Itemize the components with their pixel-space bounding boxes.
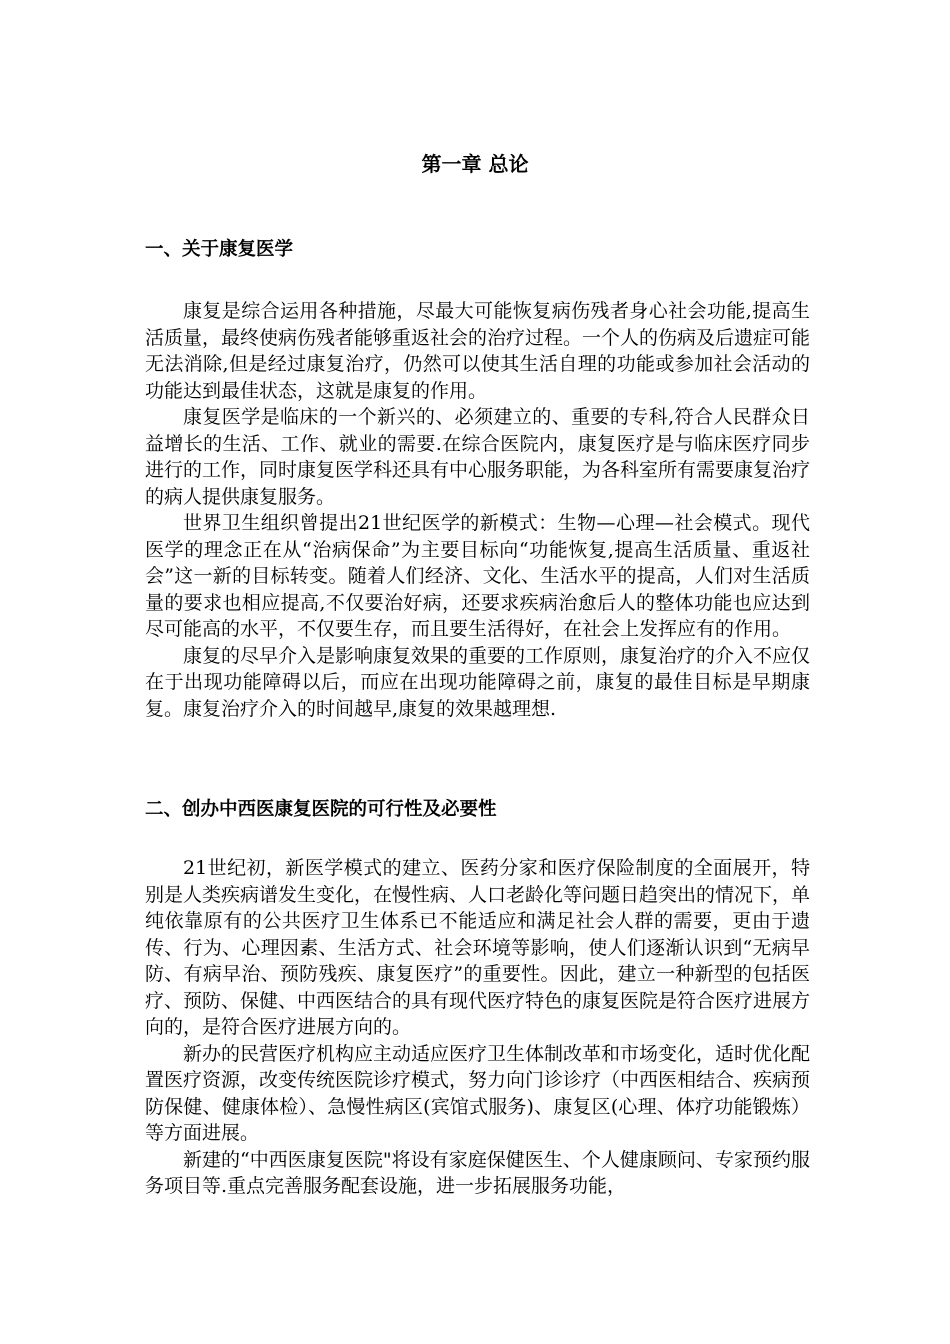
paragraph: 康复的尽早介入是影响康复效果的重要的工作原则，康复治疗的介入不应仅在于出现功能障碍以后，而应在出现功能障碍之前，康复的最佳目标是早期康复。康复治疗介入的时间越早,康复的效果越理想. [145, 644, 811, 720]
chapter-title: 第一章 总论 [421, 152, 529, 176]
paragraph: 康复是综合运用各种措施，尽最大可能恢复病伤残者身心社会功能,提高生活质量，最终使病伤残者能够重返社会的治疗过程。一个人的伤病及后遗症可能无法消除,但是经过康复治疗，仍然可以使其生活自理的功能或参加社会活动的功能达到最佳状态，这就是康复的作用。 [145, 300, 811, 402]
section-body-rehabilitation-medicine [145, 298, 810, 722]
paragraph: 21世纪初，新医学模式的建立、医药分家和医疗保险制度的全面展开，特别是人类疾病谱发生变化，在慢性病、人口老龄化等问题日趋突出的情况下，单纯依靠原有的公共医疗卫生体系已不能适应和满足社会人群的需要，更由于遗传、行为、心理因素、生活方式、社会环境等影响，使人们逐渐认识到“无病早防、有病早治、预防残疾、康复医疗”的重要性。因此，建立一种新型的包括医疗、预防、保健、中西医结合的具有现代医疗特色的康复医院是符合医疗进展方向的，是符合医疗进展方向的。 [145, 857, 811, 1038]
section-body-feasibility [145, 855, 810, 1200]
paragraph: 世界卫生组织曾提出21世纪医学的新模式：生物—心理—社会模式。现代医学的理念正在从“治病保命”为主要目标向“功能恢复,提高生活质量、重返社会”这一新的目标转变。随着人们经济、文化、生活水平的提高，人们对生活质量的要求也相应提高,不仅要治好病，还要求疾病治愈后人的整体功能也应达到尽可能高的水平，不仅要生存，而且要生活得好，在社会上发挥应有的作用。 [145, 512, 810, 640]
paragraph: 新办的民营医疗机构应主动适应医疗卫生体制改革和市场变化，适时优化配置医疗资源，改变传统医院诊疗模式，努力向门诊诊疗（中西医相结合、疾病预防保健、健康体检）、急慢性病区(宾馆式服务)、康复区(心理、体疗功能锻炼）等方面进展。 [145, 1042, 811, 1144]
section-heading-rehabilitation-medicine: 一、关于康复医学 [145, 239, 294, 260]
paragraph: 新建的“中西医康复医院"将设有家庭保健医生、个人健康顾问、专家预约服务项目等.重点完善服务配套设施，进一步拓展服务功能， [145, 1148, 810, 1197]
paragraph: 康复医学是临床的一个新兴的、必须建立的、重要的专科,符合人民群众日益增长的生活、工作、就业的需要.在综合医院内，康复医疗是与临床医疗同步进行的工作，同时康复医学科还具有中心服务职能，为各科室所有需要康复治疗的病人提供康复服务。 [145, 406, 811, 508]
section-heading-feasibility: 二、创办中西医康复医院的可行性及必要性 [145, 799, 497, 820]
